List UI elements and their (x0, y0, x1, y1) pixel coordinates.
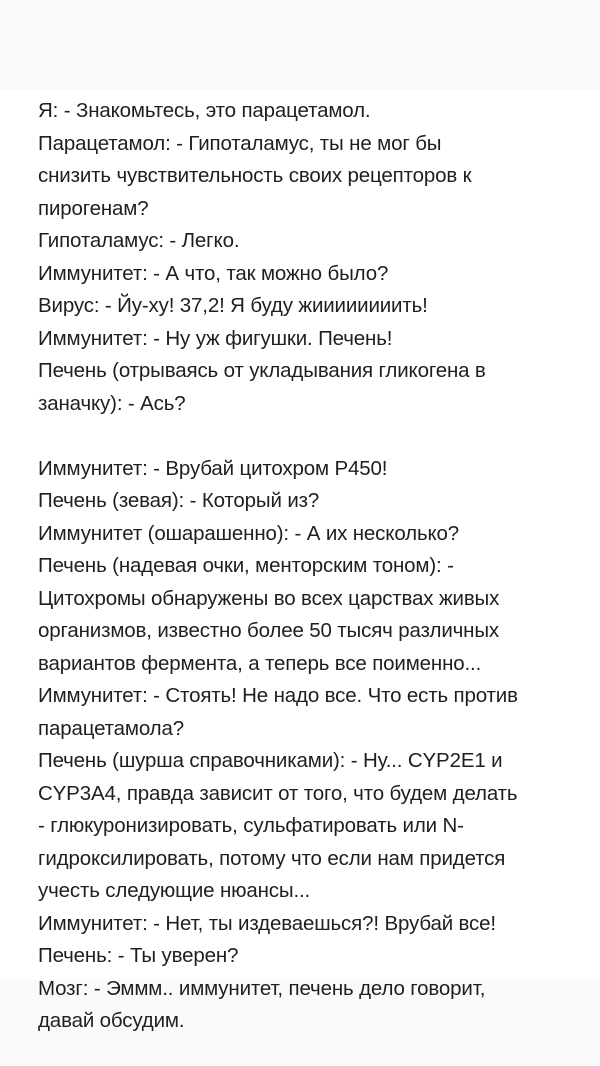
text-line: Печень (надевая очки, менторским тоном): - (38, 554, 454, 577)
text-line: Я: - Знакомьтесь, это парацетамол. (38, 99, 371, 122)
text-line: гидроксилировать, потому что если нам придется (38, 846, 506, 870)
text-line: Мозг: - Эммм.. иммунитет, печень дело говорит, (38, 976, 486, 1000)
paragraph-gap (38, 420, 578, 453)
text-line: Печень (отрываясь от укладывания гликогена в (38, 359, 486, 382)
text-line: Парацетамол: - Гипоталамус, ты не мог бы (38, 131, 442, 155)
dialogue-text (38, 95, 578, 1038)
text-line: - глюкуронизировать, сульфатировать или N- (38, 814, 464, 837)
text-line: Иммунитет: - А что, так можно было? (38, 261, 389, 285)
text-line: пирогенам? (38, 196, 149, 220)
text-line: Иммунитет (ошарашенно): - А их несколько? (38, 521, 460, 545)
text-line: Иммунитет: - Нет, ты издеваешься?! Врубай все! (38, 911, 496, 935)
text-line: Цитохромы обнаружены во всех царствах живых (38, 586, 500, 610)
text-line: парацетамола? (38, 716, 184, 740)
text-line: организмов, известно более 50 тысяч различных (38, 619, 500, 642)
text-line: давай обсудим. (38, 1009, 185, 1032)
text-line: Иммунитет: - Стоять! Не надо все. Что есть против (38, 684, 518, 707)
text-line: Гипоталамус: - Легко. (38, 229, 240, 252)
text-line: Печень (зевая): - Который из? (38, 489, 320, 512)
text-line: Иммунитет: - Ну уж фигушки. Печень! (38, 326, 393, 350)
text-line: вариантов фермента, а теперь все поименно... (38, 651, 482, 675)
text-line: учесть следующие нюансы... (38, 879, 311, 902)
text-line: Иммунитет: - Врубай цитохром Р450! (38, 456, 388, 480)
text-line: Печень: - Ты уверен? (38, 944, 239, 967)
text-line: снизить чувствительность своих рецепторов к (38, 164, 472, 187)
text-line: CYP3A4, правда зависит от того, что будем делать (38, 781, 518, 805)
text-line: Печень (шурша справочниками): - Ну... CYP2E1 и (38, 749, 503, 772)
text-line: Вирус: - Йу-ху! 37,2! Я буду жиииииииить! (38, 294, 428, 317)
text-line: заначку): - Ась? (38, 391, 186, 415)
